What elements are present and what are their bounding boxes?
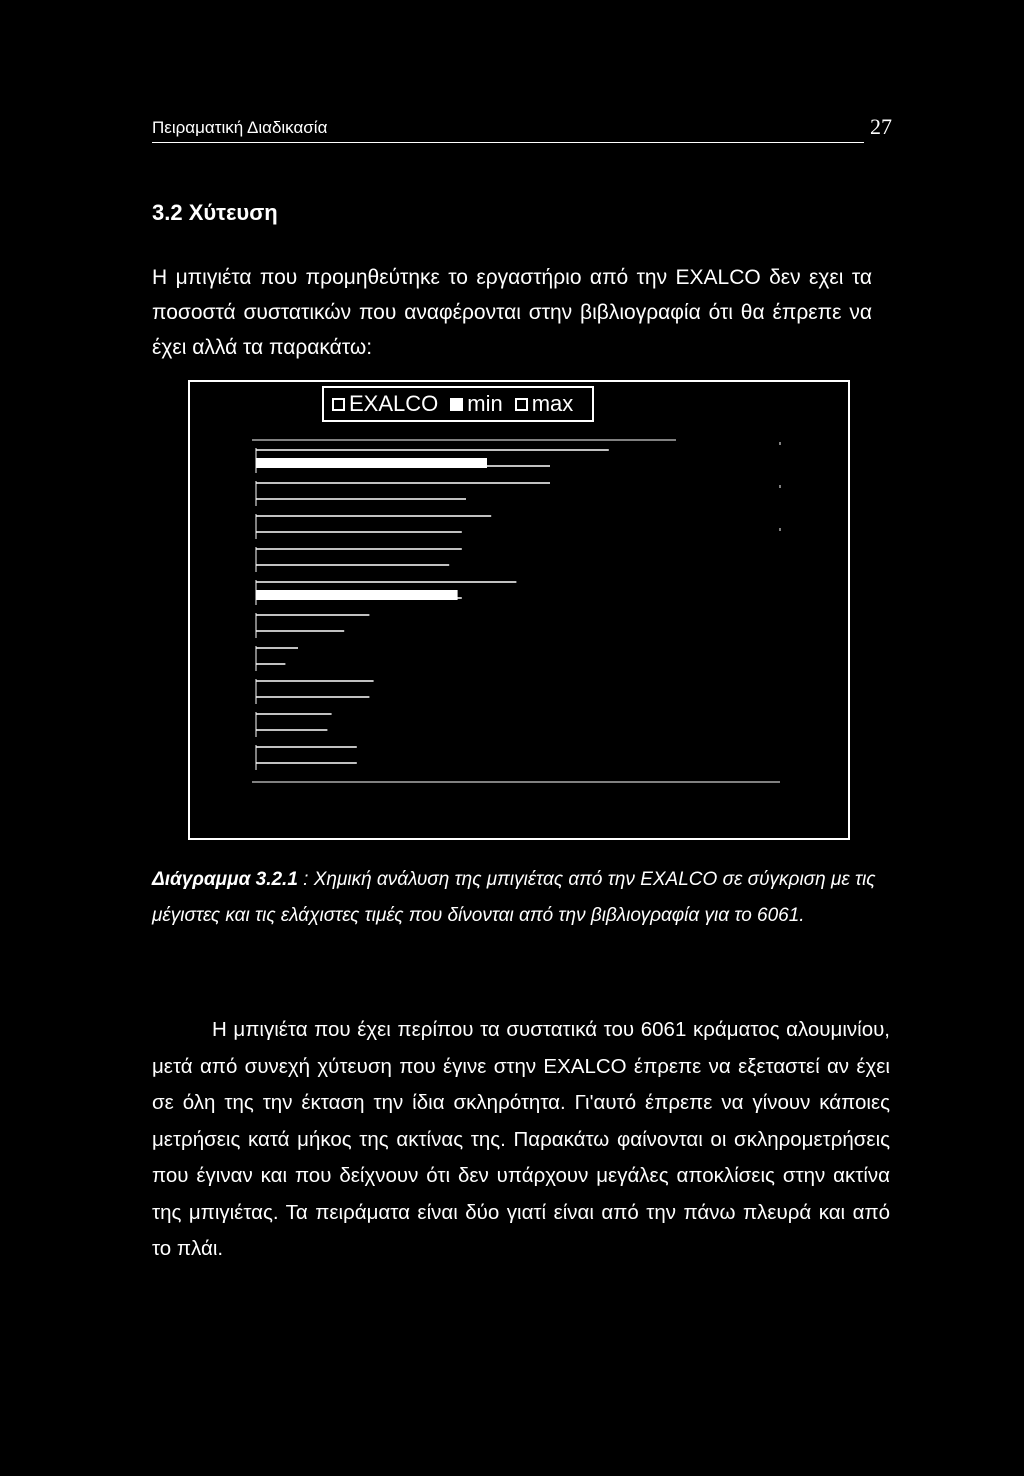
legend-entry-exalco — [332, 391, 438, 417]
legend-label-min: min — [467, 391, 503, 416]
page-number: 27 — [870, 114, 892, 139]
caption-text: : Χημική ανάλυση της μπιγιέτας από την EXALCO σε σύγκριση με τις μέγιστες και τις ελάχιστες τιμές που δίνονται από την βιβλιογραφία για το 6061. — [152, 869, 876, 926]
chart-frame — [188, 380, 850, 840]
chart-legend — [322, 386, 594, 422]
legend-label-max: max — [531, 391, 574, 416]
chart-plot — [190, 382, 848, 838]
legend-entry-min — [450, 391, 502, 417]
legend-entry-max — [515, 391, 574, 417]
intro-paragraph: Η μπιγιέτα που προμηθεύτηκε το εργαστήριο από την EXALCO δεν εχει τα ποσοστά συστατικών που αναφέρονται στην βιβλιογραφία ότι θα έπρεπε να έχει αλλά τα παρακάτω: — [152, 266, 872, 359]
legend-swatch-exalco — [332, 398, 345, 411]
legend-swatch-min — [450, 398, 463, 411]
caption-label: Διάγραμμα 3.2.1 — [152, 869, 298, 890]
page-header — [152, 112, 892, 143]
header-title: Πειραματική Διαδικασία — [152, 118, 328, 137]
legend-label-exalco: EXALCO — [349, 391, 439, 416]
legend-swatch-max — [515, 398, 528, 411]
figure-caption — [152, 862, 882, 934]
section-title: 3.2 Χύτευση — [152, 200, 278, 225]
body-paragraph: Η μπιγιέτα που έχει περίπου τα συστατικά του 6061 κράματος αλουμινίου, μετά από συνεχή χύτευση που έγινε στην EXALCO έπρεπε να εξεταστεί αν έχει σε όλη της την έκταση την ίδια σκληρότητα. Γι'αυτό έπρεπε να γίνουν κάποιες μετρήσεις κατά μήκος της ακτίνας της. Παρακάτω φαίνονται οι σκληρομετρήσεις που έγιναν και που δείχνουν ότι δεν υπάρχουν μεγάλες αποκλίσεις στην ακτίνα της μπιγιέτας. Τα πειράματα είναι δύο γιατί είναι από την πάνω πλευρά και από το πλάι. — [152, 1018, 890, 1260]
